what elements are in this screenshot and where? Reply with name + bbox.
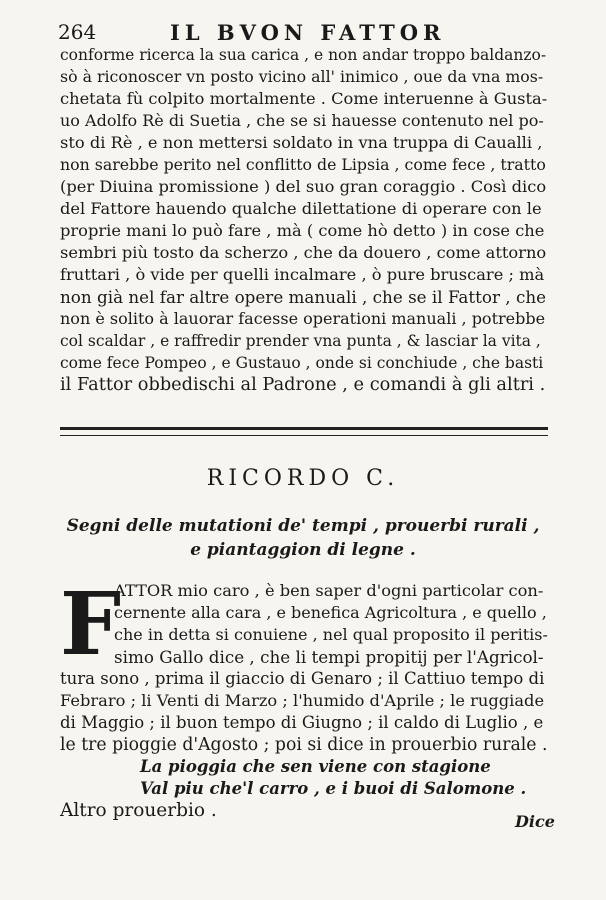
text-line: col scaldar , e raffredir prender vna punta , & lasciar la vita ,: [60, 332, 541, 350]
section-divider: [60, 427, 548, 436]
closing-line: Altro prouerbio .: [60, 800, 217, 821]
text-line: chetata fù colpito mortalmente . Come interuenne à Gusta-: [60, 89, 548, 108]
drop-cap: F: [60, 574, 122, 675]
text-line: come fece Pompeo , e Gustauo , onde si conchiude , che basti: [60, 354, 544, 372]
running-title: IL BVON FATTOR: [170, 20, 446, 45]
catchword: Dice: [515, 812, 555, 831]
page-header: [58, 18, 548, 44]
text-line: conforme ricerca la sua carica , e non andar troppo baldanzo-: [60, 46, 547, 64]
verse-line: Val piu che'l carro , e i buoi di Salomone .: [140, 779, 527, 798]
text-line: il Fattor obbedischi al Padrone , e comandi à gli altri .: [60, 375, 546, 395]
text-line: proprie mani lo può fare , mà ( come hò detto ) in cose che: [60, 221, 545, 240]
text-line: fruttari , ò vide per quelli incalmare , ò pure bruscare ; mà: [60, 265, 545, 284]
text-line: di Maggio ; il buon tempo di Giugno ; il caldo di Luglio , e: [60, 713, 544, 732]
text-line: tura sono , prima il giaccio di Genaro ; il Cattiuo tempo di: [60, 669, 545, 688]
text-line: del Fattore hauendo qualche dilettatione di operare con le: [60, 199, 542, 218]
text-line: non è solito à lauorar facesse operationi manuali , potrebbe: [60, 309, 546, 328]
text-line: le tre pioggie d'Agosto ; poi si dice in prouerbio rurale .: [60, 735, 548, 755]
text-line: sembri più tosto da scherzo , che da douero , come attorno: [60, 243, 547, 262]
section-subtitle-line: e piantaggion di legne .: [190, 540, 416, 560]
text-line: Febraro ; li Venti di Marzo ; l'humido d'Aprile ; le ruggiade: [60, 691, 545, 710]
text-line: sò à riconoscer vn posto vicino all' inimico , oue da vna mos-: [60, 67, 544, 86]
text-line: sto di Rè , e non mettersi soldato in vna truppa di Caualli ,: [60, 133, 543, 152]
text-line: cernente alla cara , e benefica Agricoltura , e quello ,: [114, 603, 547, 622]
section-title: RICORDO C.: [206, 466, 400, 491]
page-number: 264: [58, 20, 97, 44]
section-subtitle-line: Segni delle mutationi de' tempi , prouerbi rurali ,: [66, 516, 540, 536]
text-line: simo Gallo dice , che li tempi propitij per l'Agricol-: [114, 647, 544, 667]
text-line: (per Diuina promissione ) del suo gran coraggio . Così dico: [60, 177, 547, 196]
verse-line: La pioggia che sen viene con stagione: [140, 757, 491, 776]
text-line: non già nel far altre opere manuali , che se il Fattor , che: [60, 287, 547, 307]
text-line: ATTOR mio caro , è ben saper d'ogni particolar con-: [114, 581, 544, 600]
text-line: che in detta si conuiene , nel qual proposito il peritis-: [114, 625, 548, 644]
text-line: non sarebbe perito nel conflitto de Lipsia , come fece , tratto: [60, 155, 546, 174]
text-line: uo Adolfo Rè di Suetia , che se si hauesse contenuto nel po-: [60, 111, 544, 130]
